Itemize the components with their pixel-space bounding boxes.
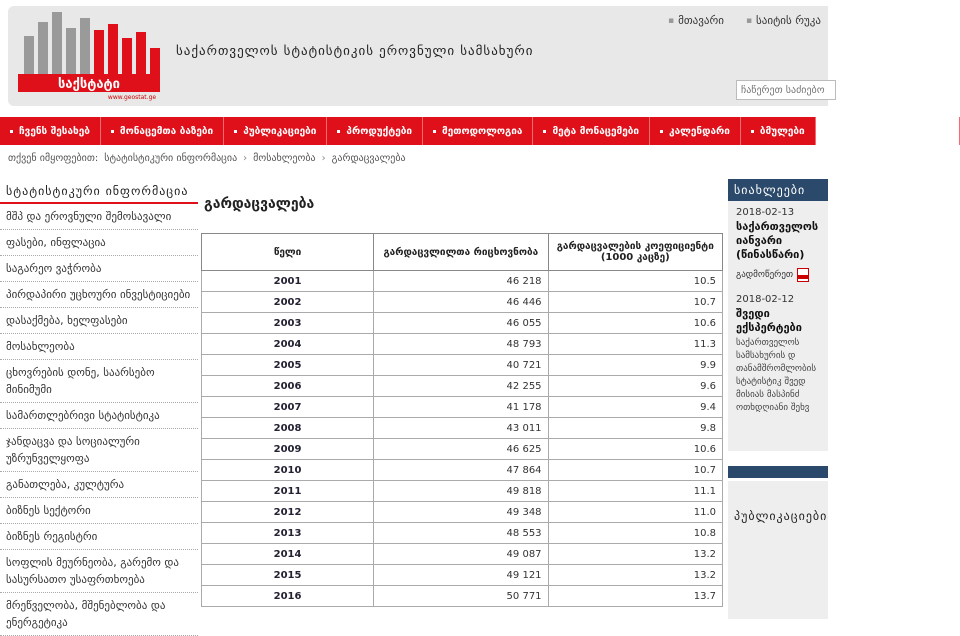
table-body [202, 271, 723, 607]
cell-year: 2004 [202, 334, 374, 355]
cell-year: 2010 [202, 460, 374, 481]
sidebar [0, 180, 198, 636]
cell-deaths: 50 771 [374, 586, 548, 607]
cell-rate: 9.9 [548, 355, 722, 376]
cell-year: 2011 [202, 481, 374, 502]
cell-deaths: 46 625 [374, 439, 548, 460]
news-headline[interactable]: საქართველოს იანვარი (წინასწარი) [736, 220, 819, 261]
sidebar-item-education[interactable]: განათლება, კულტურა [0, 472, 198, 498]
cell-deaths: 49 348 [374, 502, 548, 523]
cell-deaths: 49 121 [374, 565, 548, 586]
cell-deaths: 48 793 [374, 334, 548, 355]
bullet-icon [111, 130, 114, 133]
cell-year: 2001 [202, 271, 374, 292]
geostat-logo[interactable] [14, 8, 164, 100]
top-links [668, 14, 821, 27]
table-row [202, 376, 723, 397]
cell-rate: 13.2 [548, 544, 722, 565]
cell-deaths: 49 087 [374, 544, 548, 565]
chevron-right-icon: › [243, 153, 248, 164]
news-title: სიახლეები [728, 179, 828, 201]
column-header-deaths: გარდაცვლილთა რიცხოვნობა [374, 234, 548, 271]
sidebar-item-business-sector[interactable]: ბიზნეს სექტორი [0, 498, 198, 524]
table-row [202, 439, 723, 460]
nav-publications[interactable]: პუბლიკაციები [224, 117, 327, 145]
cell-year: 2009 [202, 439, 374, 460]
table-row [202, 271, 723, 292]
news-panel [728, 179, 828, 451]
nav-products[interactable]: პროდუქტები [327, 117, 423, 145]
page-title: გარდაცვალება [204, 196, 315, 212]
pdf-icon [797, 268, 809, 282]
bullet-icon [751, 130, 754, 133]
cell-rate: 10.5 [548, 271, 722, 292]
cell-deaths: 48 553 [374, 523, 548, 544]
cell-rate: 10.6 [548, 313, 722, 334]
table-row [202, 565, 723, 586]
table-row [202, 292, 723, 313]
breadcrumb-current: გარდაცვალება [331, 153, 406, 164]
sidebar-item-business-register[interactable]: ბიზნეს რეგისტრი [0, 524, 198, 550]
cell-deaths: 46 218 [374, 271, 548, 292]
publications-bar [728, 466, 828, 478]
cell-rate: 11.1 [548, 481, 722, 502]
sidebar-item-agriculture[interactable]: სოფლის მეურნეობა, გარემო და სასურსათო უსაფრთხოება [0, 550, 198, 593]
cell-year: 2005 [202, 355, 374, 376]
cell-rate: 13.2 [548, 565, 722, 586]
main-nav [0, 117, 949, 145]
publications-title[interactable]: პუბლიკაციები [734, 509, 828, 523]
news-headline[interactable]: შვედი ექსპერტები [736, 307, 802, 334]
news-date: 2018-02-12 [736, 294, 795, 305]
logo-text: საქსტატი [58, 77, 120, 92]
logo-url: www.geostat.ge [107, 94, 157, 101]
bullet-icon [433, 130, 436, 133]
table-row [202, 334, 723, 355]
column-header-year: წელი [202, 234, 374, 271]
breadcrumb-prefix: თქვენ იმყოფებით: [8, 153, 99, 164]
nav-methodology[interactable]: მეთოდოლოგია [423, 117, 533, 145]
cell-rate: 10.7 [548, 460, 722, 481]
sidebar-item-trade[interactable]: საგარეო ვაჭრობა [0, 256, 198, 282]
cell-deaths: 42 255 [374, 376, 548, 397]
bullet-icon [826, 130, 829, 133]
table-row [202, 460, 723, 481]
cell-year: 2007 [202, 397, 374, 418]
cell-year: 2015 [202, 565, 374, 586]
cell-rate: 10.8 [548, 523, 722, 544]
news-download-link[interactable]: გადმოწერეთ [728, 262, 828, 288]
cell-rate: 13.7 [548, 586, 722, 607]
column-header-rate: გარდაცვალების კოეფიციენტი (1000 კაცზე) [548, 234, 722, 271]
sidebar-item-fdi[interactable]: პირდაპირი უცხოური ინვესტიციები [0, 282, 198, 308]
table-row [202, 418, 723, 439]
table-row [202, 502, 723, 523]
cell-rate: 11.0 [548, 502, 722, 523]
sidebar-item-industry[interactable]: მრეწველობა, მშენებლობა და ენერგეტიკა [0, 593, 198, 636]
mortality-table [201, 233, 723, 607]
table-row [202, 355, 723, 376]
sidebar-item-health[interactable]: ჯანდაცვა და სოციალური უზრუნველყოფა [0, 429, 198, 472]
cell-deaths: 49 818 [374, 481, 548, 502]
nav-links[interactable]: ბმულები [741, 117, 816, 145]
search-input[interactable] [736, 80, 836, 100]
sitemap-link[interactable]: ▪ საიტის რუკა [745, 14, 821, 27]
nav-metadata[interactable]: მეტა მონაცემები [533, 117, 650, 145]
cell-rate: 9.8 [548, 418, 722, 439]
bullet-icon [10, 130, 13, 133]
cell-year: 2013 [202, 523, 374, 544]
site-title: საქართველოს სტატისტიკის ეროვნული სამსახური [176, 44, 534, 59]
cell-year: 2012 [202, 502, 374, 523]
cell-deaths: 41 178 [374, 397, 548, 418]
sidebar-item-employment[interactable]: დასაქმება, ხელფასები [0, 308, 198, 334]
table-header-row [202, 234, 723, 271]
nav-calendar[interactable]: კალენდარი [650, 117, 741, 145]
breadcrumb [8, 153, 406, 164]
table-row [202, 586, 723, 607]
sidebar-item-gdp[interactable]: მშპ და ეროვნული შემოსავალი [0, 204, 198, 230]
breadcrumb-statistics[interactable]: სტატისტიკური ინფორმაცია [104, 153, 238, 164]
cell-year: 2002 [202, 292, 374, 313]
sidebar-title: სტატისტიკური ინფორმაცია [0, 180, 198, 204]
breadcrumb-population[interactable]: მოსახლეობა [253, 153, 316, 164]
sidebar-item-legal[interactable]: სამართლებრივი სტატისტიკა [0, 403, 198, 429]
table-row [202, 397, 723, 418]
cell-year: 2003 [202, 313, 374, 334]
cell-rate: 11.3 [548, 334, 722, 355]
cell-year: 2016 [202, 586, 374, 607]
cell-deaths: 46 055 [374, 313, 548, 334]
cell-year: 2008 [202, 418, 374, 439]
bullet-icon [234, 130, 237, 133]
nav-users[interactable]: მომხმარებლებისთვის [816, 117, 960, 145]
cell-rate: 9.4 [548, 397, 722, 418]
site-header [0, 0, 821, 112]
sidebar-item-population[interactable]: მოსახლეობა [0, 334, 198, 360]
table-row [202, 313, 723, 334]
sidebar-item-living-standards[interactable]: ცხოვრების დონე, საარსებო მინიმუმი [0, 360, 198, 403]
bullet-icon [543, 130, 546, 133]
table-row [202, 523, 723, 544]
cell-year: 2014 [202, 544, 374, 565]
news-summary: საქართველოს სამსახურის დ თანამშრომლობის სტატისტიკ შვედ მისიას მასპინძ ოთხდღიანი შეხვ [736, 338, 817, 413]
cell-rate: 9.6 [548, 376, 722, 397]
news-date: 2018-02-13 [736, 207, 795, 218]
bullet-icon: ▪ [745, 15, 753, 26]
sidebar-item-prices[interactable]: ფასები, ინფლაცია [0, 230, 198, 256]
cell-year: 2006 [202, 376, 374, 397]
home-link[interactable]: ▪ მთავარი [668, 14, 724, 27]
cell-deaths: 46 446 [374, 292, 548, 313]
bullet-icon [660, 130, 663, 133]
cell-rate: 10.6 [548, 439, 722, 460]
chevron-right-icon: › [321, 153, 326, 164]
table-row [202, 481, 723, 502]
cell-rate: 10.7 [548, 292, 722, 313]
cell-deaths: 43 011 [374, 418, 548, 439]
bullet-icon: ▪ [668, 15, 675, 26]
bullet-icon [337, 130, 340, 133]
cell-deaths: 47 864 [374, 460, 548, 481]
table-row [202, 544, 723, 565]
cell-deaths: 40 721 [374, 355, 548, 376]
publications-panel [728, 481, 828, 619]
nav-about[interactable]: ჩვენს შესახებ [0, 117, 101, 145]
nav-databases[interactable]: მონაცემთა ბაზები [101, 117, 224, 145]
